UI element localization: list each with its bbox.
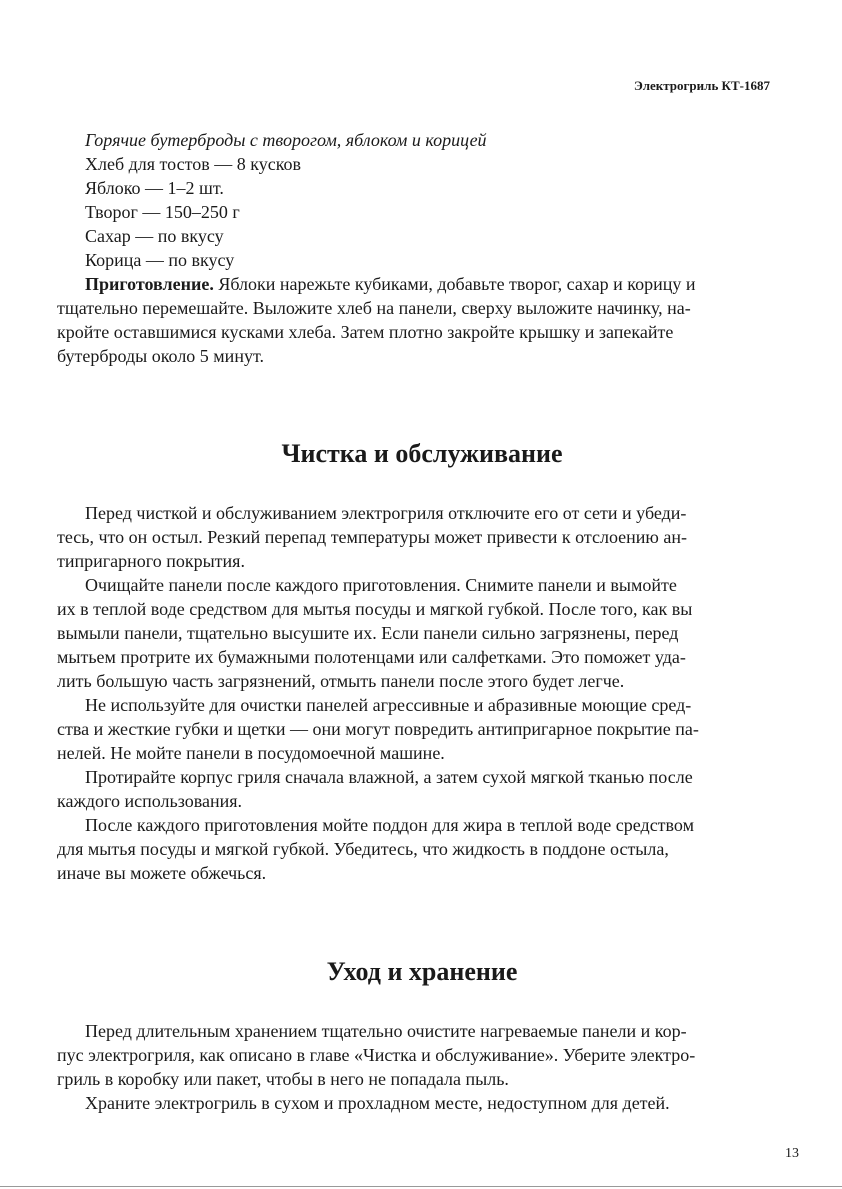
ingredient: Сахар — по вкусу xyxy=(85,226,224,246)
paragraph-line: Очищайте панели после каждого приготовления. Снимите панели и вымойте xyxy=(85,575,677,595)
paragraph-line: лить большую часть загрязнений, отмыть панели после этого будет легче. xyxy=(57,671,625,691)
paragraph-line: Не используйте для очистки панелей агрессивные и абразивные моющие сред- xyxy=(85,695,692,715)
paragraph-line: их в теплой воде средством для мытья посуды и мягкой губкой. После того, как вы xyxy=(57,599,693,619)
paragraph-line: нелей. Не мойте панели в посудомоечной машине. xyxy=(57,743,445,763)
cleaning-heading: Чистка и обслуживание xyxy=(281,439,563,468)
ingredient: Творог — 150–250 г xyxy=(85,202,240,222)
paragraph-line: Перед длительным хранением тщательно очистите нагреваемые панели и кор- xyxy=(85,1021,687,1041)
prep-line: кройте оставшимися кусками хлеба. Затем плотно закройте крышку и запекайте xyxy=(57,322,674,342)
prep-label: Приготовление. xyxy=(85,274,214,294)
bottom-rule xyxy=(0,1186,842,1187)
paragraph-line: типригарного покрытия. xyxy=(57,551,245,571)
recipe-title: Горячие бутерброды с творогом, яблоком и корицей xyxy=(85,130,487,150)
paragraph-line: мытьем протрите их бумажными полотенцами или салфетками. Это поможет уда- xyxy=(57,647,686,667)
ingredient: Хлеб для тостов — 8 кусков xyxy=(85,154,302,174)
prep-line: бутерброды около 5 минут. xyxy=(57,346,264,366)
paragraph-line: Перед чисткой и обслуживанием электрогриля отключите его от сети и убеди- xyxy=(85,503,687,523)
paragraph-line: гриль в коробку или пакет, чтобы в него не попадала пыль. xyxy=(57,1069,509,1089)
prep-text: Яблоки нарежьте кубиками, добавьте творог, сахар и корицу и xyxy=(213,274,696,294)
prep-line xyxy=(57,272,767,296)
page-number: 13 xyxy=(785,1146,799,1161)
prep-line: тщательно перемешайте. Выложите хлеб на панели, сверху выложите начинку, на- xyxy=(57,298,691,318)
paragraph-line: для мытья посуды и мягкой губкой. Убедитесь, что жидкость в поддоне остыла, xyxy=(57,839,669,859)
paragraph-line: иначе вы можете обжечься. xyxy=(57,863,267,883)
running-header: Электрогриль КТ-1687 xyxy=(634,78,770,93)
paragraph-line: Храните электрогриль в сухом и прохладном месте, недоступном для детей. xyxy=(85,1093,670,1113)
paragraph-line: пус электрогриля, как описано в главе «Чистка и обслуживание». Уберите электро- xyxy=(57,1045,696,1065)
ingredient: Корица — по вкусу xyxy=(85,250,235,270)
paragraph-line: После каждого приготовления мойте поддон для жира в теплой воде средством xyxy=(85,815,694,835)
ingredient: Яблоко — 1–2 шт. xyxy=(85,178,224,198)
page-content xyxy=(57,128,767,1115)
paragraph-line: ства и жесткие губки и щетки — они могут повредить антипригарное покрытие па- xyxy=(57,719,699,739)
paragraph-line: каждого использования. xyxy=(57,791,243,811)
paragraph-line: тесь, что он остыл. Резкий перепад температуры может привести к отслоению ан- xyxy=(57,527,687,547)
paragraph-line: вымыли панели, тщательно высушите их. Если панели сильно загрязнены, перед xyxy=(57,623,679,643)
paragraph-line: Протирайте корпус гриля сначала влажной, а затем сухой мягкой тканью после xyxy=(85,767,693,787)
storage-heading: Уход и хранение xyxy=(326,957,518,986)
